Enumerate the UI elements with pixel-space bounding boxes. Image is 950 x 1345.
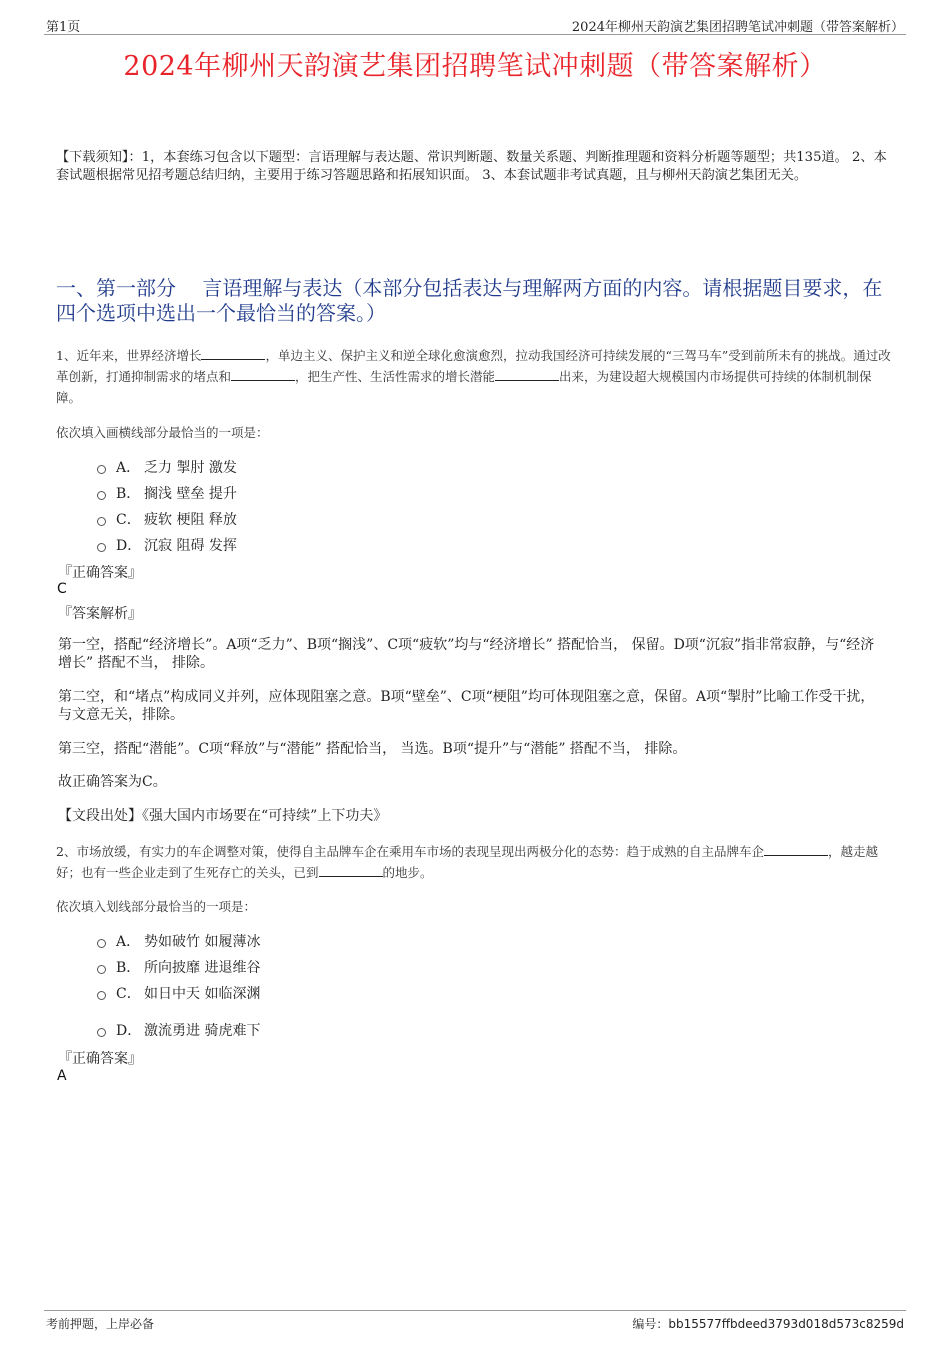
footer-code-block: [632, 1315, 904, 1332]
radio-icon[interactable]: [97, 465, 106, 474]
document-title: 2024年柳州天韵演艺集团招聘笔试冲刺题（带答案解析）: [123, 51, 827, 82]
q1-option-d[interactable]: [97, 535, 237, 555]
option-text: 如日中天 如临深渊: [144, 986, 261, 1002]
fill-blank: [319, 864, 383, 877]
header-doc-title: 2024年柳州天韵演艺集团招聘笔试冲刺题（带答案解析）: [571, 20, 904, 35]
q1-analysis-3: 第三空，搭配“潜能”。C项“释放”与“潜能” 搭配恰当， 当选。B项“提升”与“潜能” 搭配不当， 排除。: [58, 741, 687, 757]
question-2-part-3: 的地步。: [382, 865, 433, 880]
option-text: 乏力 掣肘 激发: [144, 460, 237, 476]
option-text: 搁浅 壁垒 提升: [144, 486, 237, 502]
option-letter: D．: [116, 1023, 142, 1039]
question-2-instruction: 依次填入划线部分最恰当的一项是：: [56, 899, 257, 914]
fill-blank: [764, 843, 828, 856]
radio-icon[interactable]: [97, 1028, 106, 1037]
q2-answer: A: [57, 1068, 67, 1084]
question-1-part-1: 1、近年来，世界经济增长: [56, 348, 202, 363]
question-2-part-1: 2、市场放缓，有实力的车企调整对策，使得自主品牌车企在乘用车市场的表现呈现出两极分化的态势：趋于成熟的自主品牌车企: [56, 844, 764, 859]
question-2-text: [56, 841, 894, 883]
footer-code-label: 编号：: [632, 1317, 669, 1331]
q1-answer-label: 『正确答案』: [58, 565, 142, 581]
q1-source: 【文段出处】《强大国内市场要在“可持续”上下功夫》: [58, 808, 388, 824]
fill-blank: [231, 368, 295, 381]
q1-analysis-1: 第一空，搭配“经济增长”。A项“乏力”、B项“搁浅”、C项“疲软”均与“经济增长” 搭配恰当， 保留。D项“沉寂”指非常寂静，与“经济增长” 搭配不当， 排除。: [58, 637, 875, 671]
page-number: 第1页: [46, 20, 81, 35]
q2-option-b[interactable]: [97, 957, 260, 977]
q1-analysis-conclusion: 故正确答案为C。: [58, 774, 167, 790]
q2-option-c[interactable]: [97, 983, 260, 1003]
q1-answer: C: [57, 581, 67, 597]
option-text: 沉寂 阻碍 发挥: [144, 538, 237, 554]
q2-option-a[interactable]: [97, 931, 260, 951]
q2-option-d[interactable]: [97, 1020, 260, 1040]
question-1-text: [56, 345, 894, 408]
footer-slogan: 考前押题，上岸必备: [46, 1317, 155, 1331]
radio-icon[interactable]: [97, 965, 106, 974]
radio-icon[interactable]: [97, 517, 106, 526]
page-header: [44, 14, 906, 35]
option-letter: C．: [116, 512, 141, 528]
fill-blank: [201, 347, 265, 360]
option-text: 疲软 梗阻 释放: [144, 512, 237, 528]
option-letter: B．: [116, 960, 141, 976]
radio-icon[interactable]: [97, 991, 106, 1000]
question-1-part-4: 出来，为建设超大规模国内市场提供可持续的体制机制保障。: [56, 369, 872, 405]
question-2-part-2: ，越走越好；也有一些企业走到了生死存亡的关头，已到: [56, 844, 878, 880]
q1-analysis-2: 第二空，和“堵点”构成同义并列，应体现阻塞之意。B项“壁垒”、C项“梗阻”均可体现阻塞之意，保留。A项“掣肘”比喻工作受干扰，与文意无关，排除。: [58, 689, 875, 723]
radio-icon[interactable]: [97, 491, 106, 500]
option-letter: A．: [116, 460, 141, 476]
q1-option-b[interactable]: [97, 483, 237, 503]
radio-icon[interactable]: [97, 543, 106, 552]
option-text: 所向披靡 进退维谷: [144, 960, 261, 976]
footer-code: bb15577ffbdeed3793d018d573c8259d: [668, 1317, 904, 1331]
question-1-instruction: 依次填入画横线部分最恰当的一项是：: [56, 425, 269, 440]
question-1-part-3: ，把生产性、生活性需求的增长潜能: [295, 369, 496, 384]
option-letter: D．: [116, 538, 142, 554]
q1-analysis-label: 『答案解析』: [58, 606, 142, 622]
option-text: 激流勇进 骑虎难下: [144, 1023, 261, 1039]
option-letter: B．: [116, 486, 141, 502]
option-letter: A．: [116, 934, 141, 950]
section-heading: 一、第一部分 言语理解与表达（本部分包括表达与理解两方面的内容。请根据题目要求，在四个选项中选出一个最恰当的答案。）: [56, 276, 883, 325]
download-notice: 【下载须知】：1，本套练习包含以下题型：言语理解与表达题、常识判断题、数量关系题、判断推理题和资料分析题等题型；共135道。 2、本套试题根据常见招考题总结归纳，主要用于练习答题思路和拓展知识面。 3、本套试题非考试真题，且与柳州天韵演艺集团无关。: [56, 150, 887, 183]
option-text: 势如破竹 如履薄冰: [144, 934, 261, 950]
q1-option-c[interactable]: [97, 509, 237, 529]
question-1-part-2: ，单边主义、保护主义和逆全球化愈演愈烈，拉动我国经济可持续发展的“三驾马车”受到前所未有的挑战。通过改革创新，打通抑制需求的堵点和: [56, 348, 891, 384]
q2-answer-label: 『正确答案』: [58, 1051, 142, 1067]
fill-blank: [495, 368, 559, 381]
q1-option-a[interactable]: [97, 457, 237, 477]
page-footer: [44, 1310, 906, 1333]
radio-icon[interactable]: [97, 939, 106, 948]
option-letter: C．: [116, 986, 141, 1002]
